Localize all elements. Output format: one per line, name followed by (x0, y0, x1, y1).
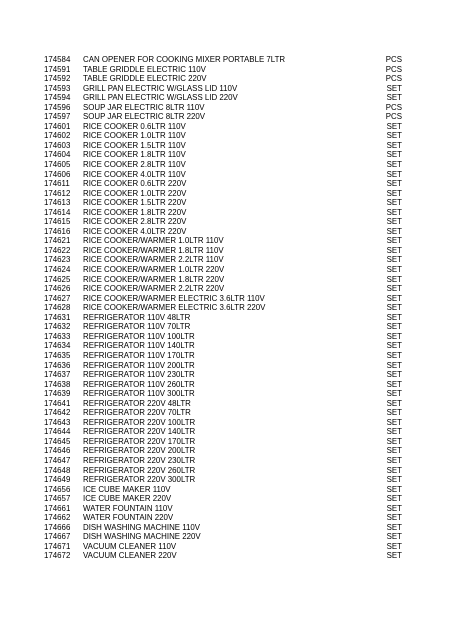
item-description: RICE COOKER 1.8LTR 220V (83, 207, 187, 217)
table-row (44, 217, 402, 227)
table-row (44, 179, 402, 189)
table-row (44, 303, 402, 313)
item-description: REFRIGERATOR 220V 140LTR (83, 427, 196, 437)
table-row (44, 112, 402, 122)
item-description: RICE COOKER/WARMER ELECTRIC 3.6LTR 220V (83, 303, 266, 313)
item-unit: SET (386, 446, 402, 456)
item-description: REFRIGERATOR 220V 100LTR (83, 417, 196, 427)
item-unit: SET (386, 494, 402, 504)
item-code: 174591 (44, 64, 71, 74)
item-unit: SET (386, 236, 402, 246)
item-code: 174605 (44, 160, 71, 170)
item-code: 174613 (44, 198, 71, 208)
item-description: RICE COOKER 1.0LTR 110V (83, 131, 186, 141)
item-code: 174594 (44, 93, 71, 103)
item-code: 174611 (44, 179, 70, 189)
item-description: REFRIGERATOR 220V 300LTR (83, 475, 196, 485)
item-description: CAN OPENER FOR COOKING MIXER PORTABLE 7LTR (83, 55, 286, 64)
table-row (44, 313, 402, 323)
item-unit: SET (386, 150, 402, 160)
table-row (44, 475, 402, 485)
item-code: 174593 (44, 83, 71, 93)
item-description: REFRIGERATOR 220V 48LTR (83, 398, 191, 408)
item-description: REFRIGERATOR 220V 170LTR (83, 436, 196, 446)
item-description: REFRIGERATOR 220V 70LTR (83, 408, 191, 418)
table-row (44, 466, 402, 476)
item-unit: SET (386, 245, 402, 255)
item-description: ICE CUBE MAKER 110V (83, 484, 171, 494)
item-unit: SET (386, 140, 402, 150)
table-row (44, 236, 402, 246)
item-unit: PCS (385, 55, 402, 64)
item-description: REFRIGERATOR 220V 260LTR (83, 465, 196, 475)
item-code: 174597 (44, 112, 71, 122)
item-code: 174642 (44, 408, 71, 418)
item-code: 174649 (44, 475, 71, 485)
item-unit: SET (386, 293, 402, 303)
item-unit: SET (386, 83, 402, 93)
item-unit: SET (386, 198, 402, 208)
item-unit: SET (386, 370, 402, 380)
item-description: RICE COOKER/WARMER 1.8LTR 110V (83, 245, 224, 255)
item-description: RICE COOKER 4.0LTR 110V (83, 169, 186, 179)
item-code: 174625 (44, 274, 71, 284)
item-unit: SET (386, 131, 402, 141)
item-description: REFRIGERATOR 110V 100LTR (83, 331, 195, 341)
table-row (44, 446, 402, 456)
item-code: 174647 (44, 455, 71, 465)
item-unit: SET (386, 169, 402, 179)
table-row (44, 494, 402, 504)
item-description: REFRIGERATOR 110V 200LTR (83, 360, 195, 370)
item-unit: SET (386, 389, 402, 399)
item-code: 174645 (44, 436, 71, 446)
item-unit: SET (386, 436, 402, 446)
table-row (44, 150, 402, 160)
item-code: 174639 (44, 389, 71, 399)
item-unit: SET (386, 475, 402, 485)
table-row (44, 513, 402, 523)
table-row (44, 456, 402, 466)
item-code: 174644 (44, 427, 71, 437)
item-code: 174622 (44, 245, 71, 255)
item-unit: SET (386, 265, 402, 275)
item-description: REFRIGERATOR 220V 230LTR (83, 455, 196, 465)
item-unit: SET (386, 207, 402, 217)
table-row (44, 74, 402, 84)
item-code: 174633 (44, 331, 71, 341)
table-row (44, 551, 402, 561)
item-description: REFRIGERATOR 110V 48LTR (83, 312, 191, 322)
item-code: 174623 (44, 255, 71, 265)
item-code: 174661 (44, 503, 71, 513)
item-unit: SET (386, 513, 402, 523)
item-unit: SET (386, 255, 402, 265)
item-description: VACUUM CLEANER 110V (83, 541, 177, 551)
item-code: 174641 (44, 398, 71, 408)
item-table-body (44, 55, 402, 561)
table-row (44, 189, 402, 199)
item-unit: SET (386, 312, 402, 322)
item-description: REFRIGERATOR 110V 70LTR (83, 322, 191, 332)
table-row (44, 208, 402, 218)
item-description: RICE COOKER/WARMER ELECTRIC 3.6LTR 110V (83, 293, 265, 303)
item-unit: SET (386, 551, 402, 561)
item-code: 174612 (44, 188, 71, 198)
table-row (44, 198, 402, 208)
item-code: 174634 (44, 341, 71, 351)
table-row (44, 380, 402, 390)
item-code: 174657 (44, 494, 71, 504)
item-description: RICE COOKER 0.6LTR 220V (83, 179, 187, 189)
item-description: RICE COOKER 0.6LTR 110V (83, 121, 186, 131)
item-code: 174626 (44, 284, 71, 294)
item-code: 174631 (44, 312, 71, 322)
table-row (44, 389, 402, 399)
table-row (44, 418, 402, 428)
item-code: 174636 (44, 360, 71, 370)
item-description: GRILL PAN ELECTRIC W/GLASS LID 110V (83, 83, 238, 93)
table-row (44, 122, 402, 132)
item-code: 174637 (44, 370, 71, 380)
item-description: SOUP JAR ELECTRIC 8LTR 220V (83, 112, 206, 122)
item-code: 174606 (44, 169, 71, 179)
item-unit: PCS (385, 102, 402, 112)
item-unit: SET (386, 331, 402, 341)
table-row (44, 93, 402, 103)
item-unit: SET (386, 541, 402, 551)
item-code: 174656 (44, 484, 71, 494)
item-description: TABLE GRIDDLE ELECTRIC 110V (83, 64, 206, 74)
item-code: 174671 (44, 541, 71, 551)
item-unit: SET (386, 93, 402, 103)
item-unit: SET (386, 188, 402, 198)
item-description: VACUUM CLEANER 220V (83, 551, 177, 561)
item-unit: SET (386, 360, 402, 370)
item-code: 174616 (44, 226, 71, 236)
item-code: 174624 (44, 265, 71, 275)
item-description: RICE COOKER/WARMER 1.0LTR 220V (83, 265, 225, 275)
item-code: 174666 (44, 522, 71, 532)
item-unit: SET (386, 322, 402, 332)
item-code: 174632 (44, 322, 71, 332)
item-code: 174602 (44, 131, 71, 141)
item-unit: SET (386, 226, 402, 236)
table-row (44, 427, 402, 437)
item-description: RICE COOKER 2.8LTR 220V (83, 217, 187, 227)
item-code: 174627 (44, 293, 71, 303)
item-description: RICE COOKER 1.8LTR 110V (83, 150, 186, 160)
item-code: 174672 (44, 551, 71, 561)
table-row (44, 542, 402, 552)
table-row (44, 84, 402, 94)
item-code: 174638 (44, 379, 71, 389)
item-description: ICE CUBE MAKER 220V (83, 494, 172, 504)
item-description: RICE COOKER 1.5LTR 110V (83, 140, 186, 150)
table-row (44, 246, 402, 256)
table-row (44, 485, 402, 495)
table-row (44, 532, 402, 542)
item-code: 174628 (44, 303, 71, 313)
item-description: REFRIGERATOR 110V 230LTR (83, 370, 195, 380)
item-description: REFRIGERATOR 110V 300LTR (83, 389, 195, 399)
item-unit: SET (386, 408, 402, 418)
table-row (44, 55, 402, 65)
item-description: REFRIGERATOR 110V 170LTR (83, 350, 195, 360)
item-code: 174601 (44, 121, 71, 131)
item-description: RICE COOKER/WARMER 2.2LTR 220V (83, 284, 225, 294)
item-unit: SET (386, 455, 402, 465)
item-description: RICE COOKER/WARMER 1.8LTR 220V (83, 274, 225, 284)
item-description: REFRIGERATOR 110V 260LTR (83, 379, 195, 389)
item-description: REFRIGERATOR 110V 140LTR (83, 341, 195, 351)
item-code: 174615 (44, 217, 71, 227)
item-description: TABLE GRIDDLE ELECTRIC 220V (83, 74, 207, 84)
table-row (44, 265, 402, 275)
item-description: SOUP JAR ELECTRIC 8LTR 110V (83, 102, 205, 112)
table-row (44, 160, 402, 170)
table-row (44, 284, 402, 294)
item-unit: SET (386, 284, 402, 294)
item-unit: SET (386, 303, 402, 313)
item-code: 174604 (44, 150, 71, 160)
item-unit: SET (386, 274, 402, 284)
item-unit: SET (386, 217, 402, 227)
item-description: RICE COOKER 1.5LTR 220V (83, 198, 187, 208)
table-row (44, 131, 402, 141)
item-code: 174646 (44, 446, 71, 456)
table-row (44, 351, 402, 361)
item-code: 174635 (44, 350, 71, 360)
table-row (44, 437, 402, 447)
item-code: 174621 (44, 236, 71, 246)
item-code: 174662 (44, 513, 71, 523)
table-row (44, 370, 402, 380)
item-unit: SET (386, 398, 402, 408)
item-description: DISH WASHING MACHINE 220V (83, 532, 201, 542)
table-row (44, 322, 402, 332)
table-row (44, 141, 402, 151)
table-row (44, 103, 402, 113)
item-description: REFRIGERATOR 220V 200LTR (83, 446, 196, 456)
table-row (44, 255, 402, 265)
item-unit: SET (386, 484, 402, 494)
item-code: 174596 (44, 102, 71, 112)
item-description: RICE COOKER 4.0LTR 220V (83, 226, 187, 236)
table-row (44, 65, 402, 75)
item-unit: SET (386, 379, 402, 389)
item-unit: SET (386, 350, 402, 360)
item-code: 174643 (44, 417, 71, 427)
table-row (44, 332, 402, 342)
item-code: 174592 (44, 74, 71, 84)
item-description: RICE COOKER/WARMER 1.0LTR 110V (83, 236, 224, 246)
table-row (44, 523, 402, 533)
table-row (44, 275, 402, 285)
item-description: WATER FOUNTAIN 220V (83, 513, 174, 523)
item-unit: SET (386, 160, 402, 170)
item-unit: PCS (385, 64, 402, 74)
table-row (44, 227, 402, 237)
item-unit: SET (386, 179, 402, 189)
table-row (44, 170, 402, 180)
table-row (44, 408, 402, 418)
table-row (44, 341, 402, 351)
item-description: RICE COOKER 1.0LTR 220V (83, 188, 187, 198)
item-code: 174667 (44, 532, 71, 542)
item-description: RICE COOKER 2.8LTR 110V (83, 160, 186, 170)
item-code: 174584 (44, 55, 71, 64)
item-unit: SET (386, 532, 402, 542)
table-row (44, 361, 402, 371)
item-description: GRILL PAN ELECTRIC W/GLASS LID 220V (83, 93, 238, 103)
item-unit: SET (386, 427, 402, 437)
item-unit: SET (386, 121, 402, 131)
item-unit: PCS (385, 74, 402, 84)
item-code: 174648 (44, 465, 71, 475)
item-description: WATER FOUNTAIN 110V (83, 503, 173, 513)
item-unit: SET (386, 465, 402, 475)
item-table (44, 55, 402, 561)
item-unit: SET (386, 341, 402, 351)
table-row (44, 294, 402, 304)
item-unit: SET (386, 503, 402, 513)
item-code: 174614 (44, 207, 71, 217)
item-description: RICE COOKER/WARMER 2.2LTR 110V (83, 255, 224, 265)
item-unit: SET (386, 417, 402, 427)
item-unit: PCS (385, 112, 402, 122)
table-row (44, 399, 402, 409)
item-unit: SET (386, 522, 402, 532)
item-code: 174603 (44, 140, 71, 150)
item-description: DISH WASHING MACHINE 110V (83, 522, 201, 532)
table-row (44, 504, 402, 514)
